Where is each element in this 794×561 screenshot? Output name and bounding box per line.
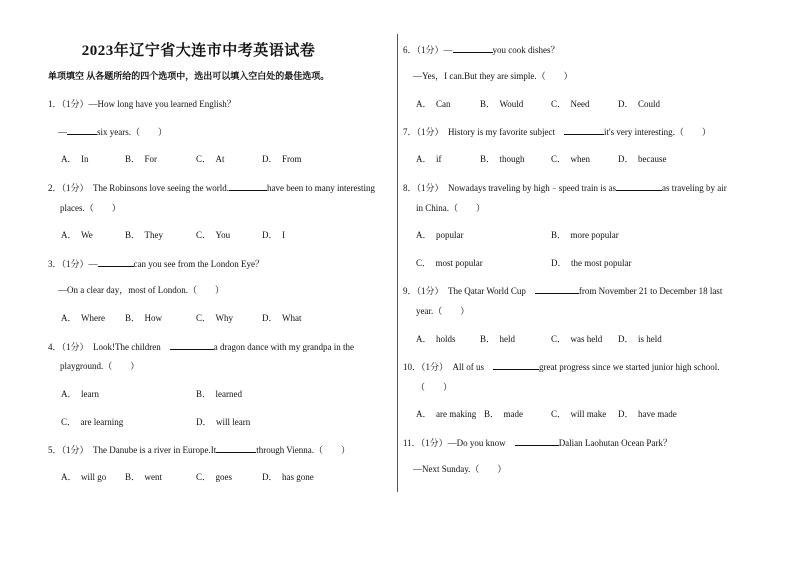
q7-option-c[interactable]: C． when: [551, 154, 590, 164]
q1-option-a[interactable]: A． In: [61, 154, 89, 164]
q6-option-a[interactable]: A． Can: [416, 99, 451, 109]
q5-option-a[interactable]: A． will go: [61, 472, 107, 482]
column-divider: [397, 34, 398, 492]
page-title: 2023年辽宁省大连市中考英语试卷: [81, 43, 316, 59]
question-11-answer-line: —Next Sunday.（ ）: [413, 464, 507, 474]
answer-blank: [564, 125, 604, 135]
q9-option-c[interactable]: C． was held: [551, 334, 603, 344]
q6-option-c[interactable]: C． Need: [551, 99, 590, 109]
q9-option-b[interactable]: B． held: [480, 334, 515, 344]
answer-blank: [453, 43, 493, 53]
answer-blank: [515, 436, 559, 446]
q7-option-a[interactable]: A． if: [416, 154, 442, 164]
q5-option-b[interactable]: B． went: [125, 472, 162, 482]
q7-option-d[interactable]: D． because: [618, 154, 667, 164]
question-3-stem: 3．（1分）— can you see from the London Eye？: [48, 259, 264, 269]
answer-blank: [493, 360, 539, 370]
question-10-stem-cont: （ ）: [416, 382, 453, 392]
q2-option-a[interactable]: A． We: [61, 230, 93, 240]
q3-option-c[interactable]: C． Why: [196, 313, 233, 323]
answer-blank: [98, 257, 134, 267]
q6-option-b[interactable]: B． Would: [480, 99, 524, 109]
q4-option-b[interactable]: B． learned: [196, 389, 242, 399]
question-2-stem-cont: places.（ ）: [60, 203, 121, 213]
answer-blank: [216, 443, 256, 453]
question-2-stem: 2．（1分） The Robinsons love seeing the world. have been to many interesting: [48, 183, 375, 193]
q5-option-d[interactable]: D． has gone: [262, 472, 314, 482]
question-1-answer-line: — six years.（ ）: [58, 127, 167, 137]
q10-option-c[interactable]: C． will make: [551, 409, 607, 419]
q8-option-b[interactable]: B． more popular: [551, 230, 619, 240]
question-1-stem: 1．（1分）—How long have you learned English？: [48, 99, 236, 109]
q2-option-c[interactable]: C． You: [196, 230, 231, 240]
q10-option-b[interactable]: B． made: [484, 409, 523, 419]
q5-option-c[interactable]: C． goes: [196, 472, 233, 482]
question-10-stem: 10．（1分） All of us great progress since we started junior high school.: [403, 362, 720, 372]
question-3-answer-line: —On a clear day，most of London.（ ）: [58, 285, 224, 295]
q7-option-b[interactable]: B． though: [480, 154, 525, 164]
question-6-answer-line: —Yes，I can.But they are simple.（ ）: [413, 71, 573, 81]
q6-option-d[interactable]: D． Could: [618, 99, 661, 109]
q3-option-d[interactable]: D． What: [262, 313, 302, 323]
answer-blank: [616, 181, 662, 191]
q1-option-d[interactable]: D． From: [262, 154, 302, 164]
q8-option-c[interactable]: C． most popular: [416, 258, 483, 268]
q4-option-a[interactable]: A． learn: [61, 389, 99, 399]
q10-option-d[interactable]: D． have made: [618, 409, 677, 419]
q10-option-a[interactable]: A． are making: [416, 409, 477, 419]
q3-option-a[interactable]: A． Where: [61, 313, 105, 323]
answer-blank: [170, 340, 214, 350]
question-8-stem-cont: in China.（ ）: [416, 203, 485, 213]
q2-option-d[interactable]: D． I: [262, 230, 285, 240]
q2-option-b[interactable]: B． They: [125, 230, 163, 240]
q8-option-d[interactable]: D． the most popular: [551, 258, 632, 268]
q4-option-c[interactable]: C． are learning: [61, 417, 124, 427]
q3-option-b[interactable]: B． How: [125, 313, 163, 323]
question-9-stem: 9．（1分） The Qatar World Cup from November 21 to December 18 last: [403, 286, 723, 296]
q4-option-d[interactable]: D． will learn: [196, 417, 251, 427]
question-5-stem: 5．（1分） The Danube is a river in Europe.It through Vienna.（ ）: [48, 445, 351, 455]
answer-blank: [229, 181, 267, 191]
q9-option-a[interactable]: A． holds: [416, 334, 456, 344]
q1-option-c[interactable]: C． At: [196, 154, 225, 164]
question-8-stem: 8．（1分） Nowadays traveling by high﹣speed train is as as traveling by air: [403, 183, 727, 193]
question-9-stem-cont: year.（ ）: [416, 306, 470, 316]
answer-blank: [535, 284, 579, 294]
section-instruction: 单项填空 从各题所给的四个选项中，选出可以填入空白处的最佳选项。: [48, 71, 330, 81]
question-4-stem-cont: playground.（ ）: [60, 361, 140, 371]
question-7-stem: 7．（1分） History is my favorite subject it's very interesting.（ ）: [403, 127, 711, 137]
question-11-stem: 11．（1分）—Do you know Dalian Laohutan Ocean Park？: [403, 438, 672, 448]
q1-option-b[interactable]: B． For: [125, 154, 158, 164]
q9-option-d[interactable]: D． is held: [618, 334, 662, 344]
question-6-stem: 6．（1分）— you cook dishes？: [403, 45, 560, 55]
question-4-stem: 4．（1分） Look!The children a dragon dance with my grandpa in the: [48, 342, 354, 352]
answer-blank: [67, 125, 97, 135]
q8-option-a[interactable]: A． popular: [416, 230, 464, 240]
